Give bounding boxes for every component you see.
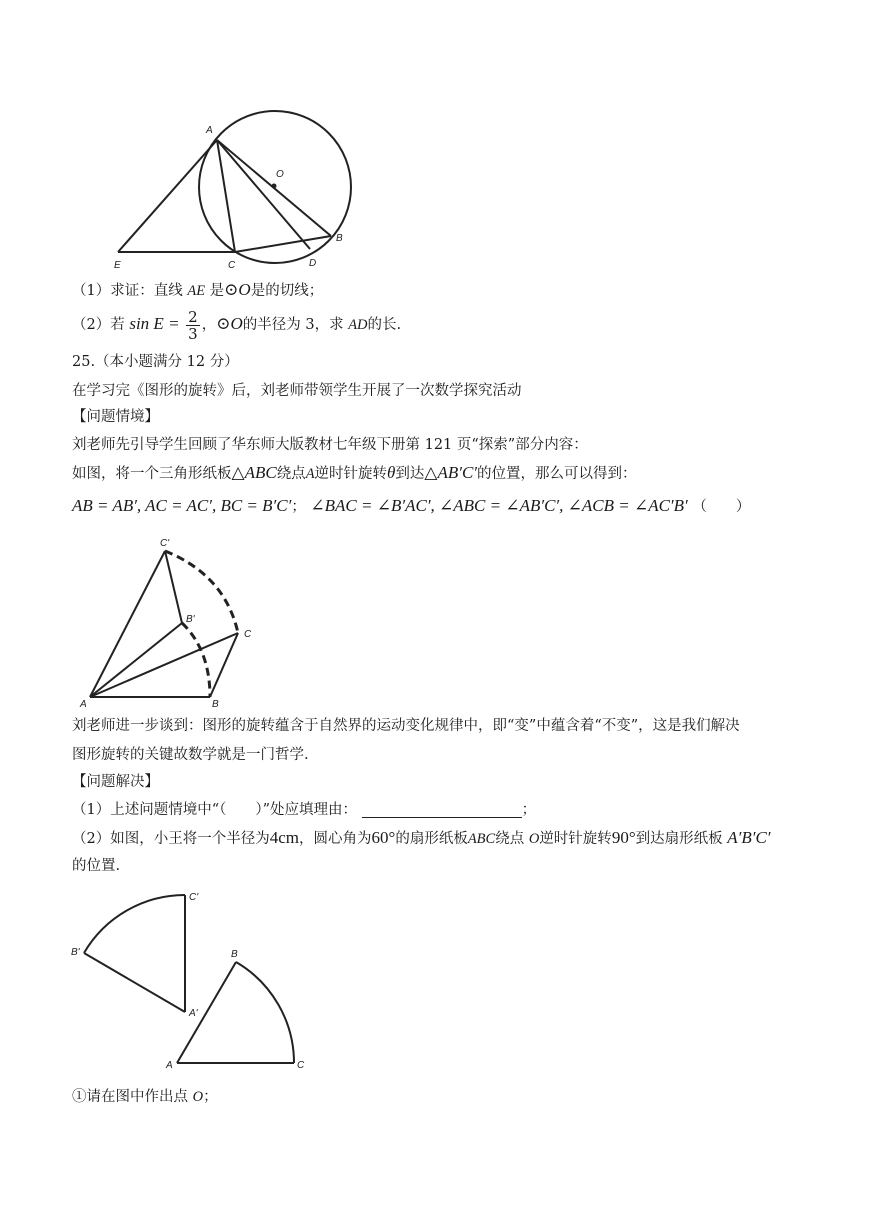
- q25-heading: 25.（本小题满分 12 分）: [72, 354, 239, 370]
- task1-point-o: O: [192, 1089, 204, 1105]
- label-a: A: [206, 125, 213, 136]
- q25-intro: 在学习完《图形的旋转》后，刘老师带领学生开展了一次数学探究活动: [72, 383, 522, 399]
- sub2-point-o: O: [528, 831, 540, 847]
- equation-blank-paren: （ ）: [692, 499, 751, 515]
- q24-part2-mid: 的半径为 3，求: [242, 317, 344, 333]
- p2-text-a: 如图，将一个三角形纸板: [72, 466, 232, 482]
- sub2-text-d: 绕点: [495, 831, 525, 847]
- label-o: O: [276, 169, 284, 180]
- q24-part1-mid: 是: [209, 283, 225, 299]
- triangle-abc: △ABC: [231, 463, 277, 482]
- label-a-prime: A': [189, 1008, 198, 1019]
- q25-section-solve: 【问题解决】: [72, 774, 159, 790]
- label-c: C: [297, 1060, 305, 1071]
- p2-text-b: 绕点: [276, 466, 306, 482]
- task1-end: ；: [203, 1089, 218, 1105]
- q24-line-ae: AE: [187, 283, 206, 299]
- label-c: C: [244, 629, 252, 640]
- sub2-sector-abc: ABC: [467, 831, 496, 847]
- label-c-prime: C': [189, 892, 199, 903]
- fraction-denominator: 3: [188, 324, 198, 343]
- q24-comma: ，: [201, 317, 217, 333]
- q25-task1: [72, 1087, 218, 1107]
- q25-p3-line2: 图形旋转的关键故数学就是一门哲学.: [72, 747, 309, 763]
- q24-sin-e: sin E =: [129, 314, 180, 333]
- sub2-text-a: （2）如图，小王将一个半径为: [72, 831, 270, 847]
- label-c: C: [228, 260, 236, 271]
- equation-angles: ∠BAC = ∠B′AC′, ∠ABC = ∠AB′C′, ∠ACB = ∠AC′B′: [310, 496, 688, 515]
- sub2-rotation: 90°: [611, 828, 636, 847]
- q24-segment-ad: AD: [348, 317, 368, 333]
- fraction-numerator: 2: [188, 307, 198, 326]
- label-e: E: [114, 260, 121, 271]
- sub2-text-f: 到达扇形纸板: [635, 831, 723, 847]
- angle-theta: θ: [387, 463, 396, 482]
- equation-sides: AB = AB′, AC = AC′, BC = B′C′: [72, 496, 292, 515]
- label-c-prime: C': [160, 538, 170, 549]
- sub2-text-e: 逆时针旋转: [539, 831, 612, 847]
- q25-sub2-line2: 的位置.: [72, 858, 121, 874]
- label-a: A: [166, 1060, 173, 1071]
- sector2-arc: [236, 962, 294, 1063]
- sub2-angle: 60°: [371, 828, 396, 847]
- q25-p1: 刘老师先引导学生回顾了华东师大版教材七年级下册第 121 页“探索”部分内容：: [72, 437, 588, 453]
- q24-circle-symbol: ⊙O: [224, 280, 251, 299]
- p2-text-e: 的位置，那么可以得到：: [477, 466, 637, 482]
- label-b-prime: B': [71, 947, 80, 958]
- q25-section-context: 【问题情境】: [72, 409, 159, 425]
- label-a: A: [80, 699, 87, 710]
- p2-text-c: 逆时针旋转: [314, 466, 388, 482]
- sector1-arc: [84, 895, 185, 953]
- q24-circle-symbol-2: ⊙O: [216, 314, 243, 333]
- q24-part1-suffix: 是的切线；: [250, 283, 324, 299]
- sub2-radius: 4cm: [269, 828, 300, 847]
- label-b: B: [336, 233, 343, 244]
- label-b-prime: B': [186, 614, 195, 625]
- q25-p3-line1: 刘老师进一步谈到：图形的旋转蕴含于自然界的运动变化规律中，即“变”中蕴含着“不变”，这是我们解决: [72, 718, 740, 734]
- label-b: B: [231, 949, 238, 960]
- sub1-end: ；: [521, 802, 537, 818]
- sector1-radius-a1b1: [84, 953, 185, 1012]
- sub2-sector-prime: A′B′C′: [727, 828, 771, 847]
- sub1-text: （1）上述问题情境中“（ ）”处应填理由：: [72, 802, 358, 818]
- q24-part1-prefix: （1）求证：直线: [72, 283, 183, 299]
- sub2-text-c: 的扇形纸板: [395, 831, 468, 847]
- label-d: D: [309, 258, 317, 269]
- triangle-ab1c1: △AB′C′: [424, 463, 478, 482]
- task1-text: ①请在图中作出点: [72, 1089, 188, 1105]
- sub2-text-b: ，圆心角为: [299, 831, 372, 847]
- q24-part2-prefix: （2）若: [72, 317, 125, 333]
- p2-text-d: 到达: [395, 466, 425, 482]
- label-b: B: [212, 699, 219, 710]
- q24-part2-suffix: 的长.: [367, 317, 402, 333]
- point-a: A: [305, 466, 315, 482]
- equation-separator: ；: [291, 499, 306, 515]
